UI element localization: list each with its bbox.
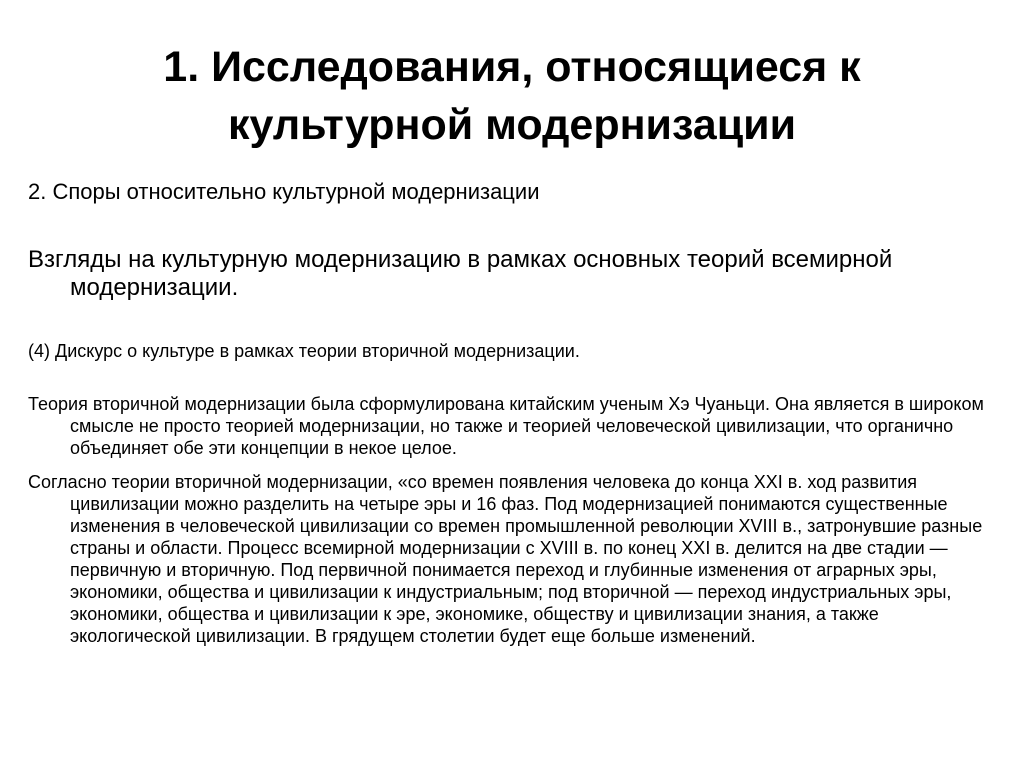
subtitle-paragraph: 2. Споры относительно культурной модернизации xyxy=(28,179,540,204)
slide-title-line-2: культурной модернизации xyxy=(227,101,797,149)
views-paragraph: Взгляды на культурную модернизацию в рамках основных теорий всемирной модернизации. xyxy=(28,246,893,301)
slide-title xyxy=(40,38,984,154)
slide-title-line-1: 1. Исследования, относящиеся к xyxy=(163,43,861,91)
discourse-paragraph: (4) Дискурс о культуре в рамках теории вторичной модернизации. xyxy=(28,341,580,361)
according-paragraph: Согласно теории вторичной модернизации, «со времен появления человека до конца XXI в. ход развития цивилизации можно разделить на четыре эры и 16 фаз. Под модернизацией понимаются существенные изменения в человеческой цивилизации со времен промышленной революции XVIII в., затронувшие разные страны и области. Процесс всемирной модернизации с XVIII в. по конец XXI в. делится на две стадии — первичную и вторичную. Под первичной понимается переход и глубинные изменения от аграрных эры, экономики, общества и цивилизации к индустриальным; под вторичной — переход индустриальных эры, экономики, общества и цивилизации к эре, экономике, обществу и цивилизации знания, а также экологической цивилизации. В грядущем столетии будет еще больше изменений. xyxy=(28,472,983,646)
theory-paragraph: Теория вторичной модернизации была сформулирована китайским ученым Хэ Чуаньци. Она является в широком смысле не просто теорией модернизации, но также и теорией человеческой цивилизации, что органично объединяет обе эти концепции в некое целое. xyxy=(28,394,984,458)
slide-body xyxy=(28,178,996,647)
